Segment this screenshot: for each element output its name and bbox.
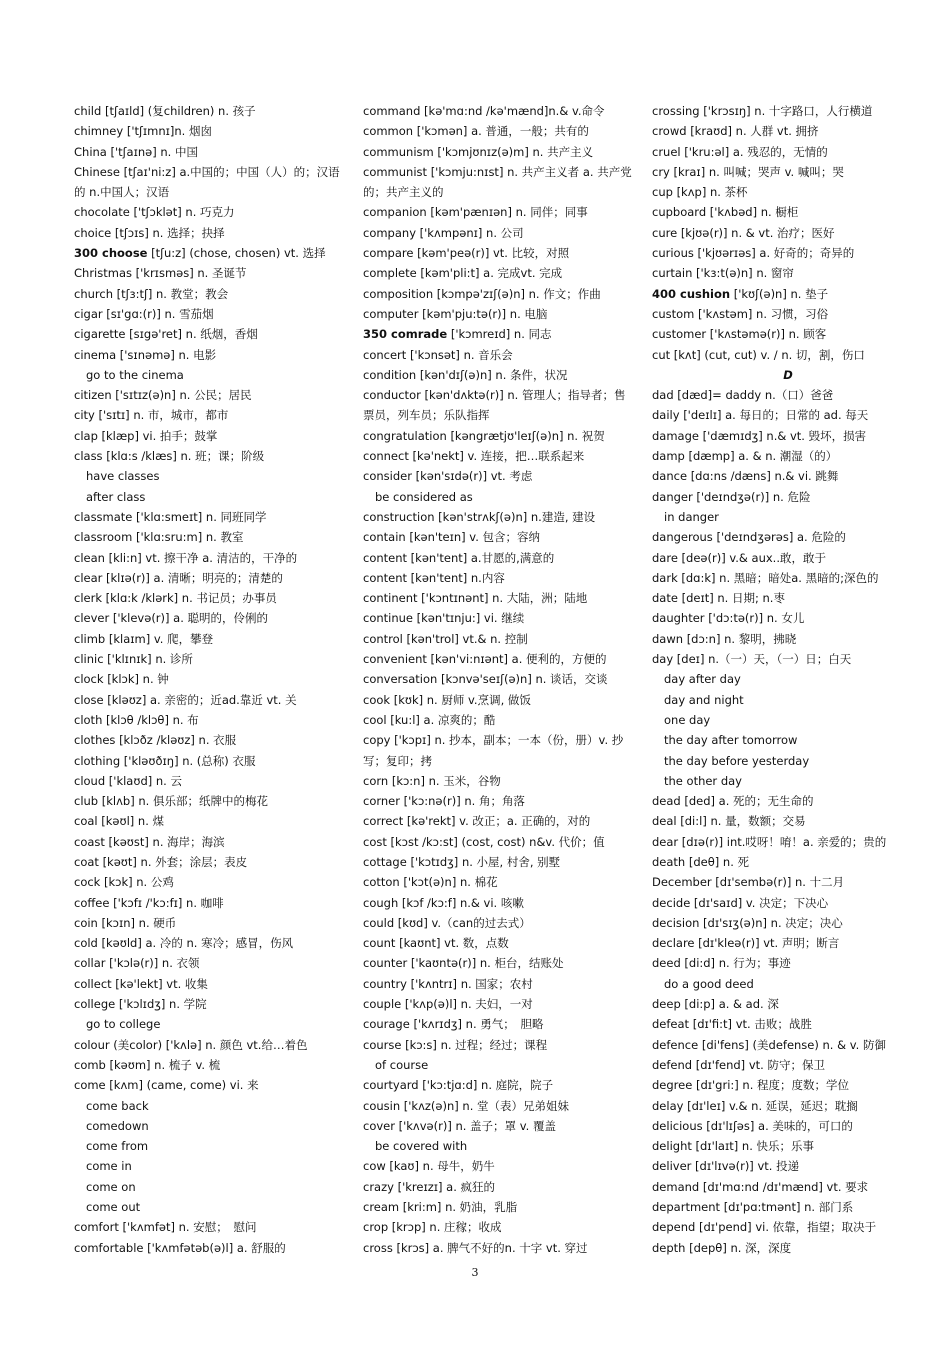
word-entry: daily ['deɪlɪ] a. 每日的；日常的 ad. 每天 (652, 408, 869, 423)
word-entry: crazy ['kreɪzɪ] a. 疯狂的 (363, 1179, 496, 1194)
word-entry: continent ['kɔntɪnənt] n. 大陆，洲；陆地 (363, 591, 588, 606)
word-entry: close [kləʊz] a. 亲密的；近ad.靠近 vt. 关 (74, 692, 297, 707)
word-entry: cloth [klɔθ /klɔθ] n. 布 (74, 712, 199, 727)
word-entry: common ['kɔmən] a. 普通，一般；共有的 (363, 124, 589, 139)
word-entry: count [kaʊnt] vt. 数，点数 (363, 936, 509, 951)
word-entry: dangerous ['deɪndʒərəs] a. 危险的 (652, 530, 846, 545)
word-entry: condition [kən'dɪʃ(ə)n] n. 条件，状况 (363, 367, 568, 382)
word-entry: cotton ['kɔt(ə)n] n. 棉花 (363, 875, 498, 890)
word-entry: coin [kɔɪn] n. 硬币 (74, 915, 177, 930)
word-entry: dark [dɑ:k] n. 黑暗；暗处a. 黑暗的;深色的 (652, 570, 879, 585)
word-entry: courage ['kʌrɪdʒ] n. 勇气； 胆略 (363, 1017, 544, 1032)
phrase-entry: one day (664, 712, 711, 727)
word-entry: cream [kri:m] n. 奶油，乳脂 (363, 1200, 518, 1215)
word-entry: cock [kɔk] n. 公鸡 (74, 875, 174, 890)
word-entry: demand [dɪ'mɑ:nd /dɪ'mænd] vt. 要求 (652, 1179, 869, 1194)
word-entry: collar ['kɔlə(r)] n. 衣领 (74, 956, 200, 971)
word-entry: dead [ded] a. 死的；无生命的 (652, 794, 814, 809)
word-entry: damp [dæmp] a. & n. 潮湿（的） (652, 449, 838, 464)
word-entry: dawn [dɔ:n] n. 黎明，拂晓 (652, 631, 797, 646)
word-entry: corn [kɔ:n] n. 玉米，谷物 (363, 773, 501, 788)
word-entry: declare [dɪ'kleə(r)] vt. 声明；断言 (652, 936, 840, 951)
word-entry: coast [kəʊst] n. 海岸；海滨 (74, 834, 225, 849)
page-number: 3 (471, 1266, 479, 1279)
word-entry: college ['kɔlɪdʒ] n. 学院 (74, 997, 207, 1012)
word-entry: corner ['kɔ:nə(r)] n. 角；角落 (363, 794, 525, 809)
word-entry: coffee ['kɔfɪ /'kɔ:fɪ] n. 咖啡 (74, 895, 224, 910)
word-entry: compare [kəm'peə(r)] vt. 比较，对照 (363, 246, 570, 261)
phrase-entry: day and night (664, 692, 744, 707)
word-entry: chimney ['tʃɪmnɪ]n. 烟囱 (74, 124, 212, 139)
entry-text: ['kʊʃ(ə)n] n. 垫子 (730, 286, 829, 301)
word-entry: climb [klaɪm] v. 爬，攀登 (74, 631, 214, 646)
phrase-entry: the other day (664, 773, 742, 788)
word-entry: curious ['kjʊərɪəs] a. 好奇的；奇异的 (652, 246, 855, 261)
word-entry: defeat [dɪ'fi:t] vt. 击败；战胜 (652, 1017, 812, 1032)
entry-text: [tʃu:z] (chose, chosen) vt. 选择 (147, 246, 326, 261)
word-entry: courtyard ['kɔ:tjɑ:d] n. 庭院，院子 (363, 1078, 554, 1093)
word-entry: clap [klæp] vi. 拍手；鼓掌 (74, 428, 218, 443)
word-entry: correct [kə'rekt] v. 改正；a. 正确的，对的 (363, 814, 591, 829)
word-entry: department [dɪ'pɑ:tmənt] n. 部门系 (652, 1200, 854, 1215)
phrase-entry: the day after tomorrow (664, 733, 798, 748)
word-entry: coal [kəʊl] n. 煤 (74, 814, 165, 829)
word-entry: cottage ['kɔtɪdʒ] n. 小屋, 村舍, 别墅 (363, 854, 561, 869)
word-entry: computer [kəm'pju:tə(r)] n. 电脑 (363, 306, 548, 321)
phrase-entry: in danger (664, 509, 719, 524)
word-entry: defence [di'fens] (美defense) n. & v. 防御 (652, 1037, 886, 1052)
word-entry: death [deθ] n. 死 (652, 854, 750, 869)
phrase-entry: do a good deed (664, 976, 754, 991)
entry-text: ['kɔmreɪd] n. 同志 (447, 327, 552, 342)
word-entry: dare [deə(r)] v.& aux..敢，敢于 (652, 550, 826, 565)
word-entry: comfort ['kʌmfət] n. 安慰； 慰问 (74, 1220, 257, 1235)
word-entry: delicious [dɪ'lɪʃəs] a. 美味的，可口的 (652, 1118, 853, 1133)
word-entry: consider [kən'sɪdə(r)] vt. 考虑 (363, 469, 533, 484)
word-entry: command [kə'mɑ:nd /kə'mænd]n.& v.命令 (363, 104, 605, 118)
word-entry: communist ['kɔmju:nɪst] n. 共产主义者 a. 共产党的；共产主义的 (363, 164, 632, 200)
entry-number-word: 400 cushion (652, 286, 731, 301)
word-entry: choice [tʃɔɪs] n. 选择；抉择 (74, 225, 225, 240)
word-entry: cupboard ['kʌbəd] n. 橱柜 (652, 205, 799, 220)
word-entry: cool [ku:l] a. 凉爽的；酷 (363, 712, 496, 727)
phrase-entry: be considered as (375, 489, 473, 504)
word-entry: delight [dɪ'laɪt] n. 快乐；乐事 (652, 1139, 815, 1154)
word-entry: customer ['kʌstəmə(r)] n. 顾客 (652, 327, 827, 342)
word-entry (652, 284, 924, 304)
word-entry: control [kən'trol] vt.& n. 控制 (363, 631, 528, 646)
word-entry: church [tʃɜ:tʃ] n. 教堂；教会 (74, 286, 229, 301)
word-entry: classmate ['klɑ:smeɪt] n. 同班同学 (74, 509, 267, 524)
word-entry: construction [kən'strʌkʃ(ə)n] n.建造, 建设 (363, 509, 596, 524)
word-entry: dear [dɪə(r)] int.哎呀！唷！a. 亲爱的；贵的 (652, 834, 887, 849)
word-entry: cover ['kʌvə(r)] n. 盖子；罩 v. 覆盖 (363, 1118, 556, 1133)
word-entry: Christmas ['krɪsməs] n. 圣诞节 (74, 266, 247, 281)
word-entry: dance [dɑ:ns /dæns] n.& vi. 跳舞 (652, 469, 839, 484)
word-entry: copy ['kɔpɪ] n. 抄本，副本；一本（份，册）v. 抄写；复印；拷 (363, 733, 624, 768)
phrase-entry: come in (86, 1159, 132, 1174)
phrase-entry: come out (86, 1200, 141, 1215)
word-entry: companion [kəm'pænɪən] n. 同伴；同事 (363, 205, 588, 220)
phrase-entry: have classes (86, 469, 160, 484)
word-entry: chocolate ['tʃɔklət] n. 巧克力 (74, 205, 235, 220)
phrase-entry: come from (86, 1139, 149, 1154)
word-entry: depend [dɪ'pend] vi. 依靠，指望；取决于 (652, 1220, 877, 1235)
word-entry: classroom ['klɑ:sru:m] n. 教室 (74, 530, 244, 545)
phrase-entry: comedown (86, 1118, 149, 1133)
word-entry: comfortable ['kʌmfətəb(ə)l] a. 舒服的 (74, 1240, 286, 1255)
word-entry: come [kʌm] (came, come) vi. 来 (74, 1078, 259, 1093)
word-entry: clock [klɔk] n. 钟 (74, 672, 169, 687)
word-entry: cruel ['kru:əl] a. 残忍的，无情的 (652, 144, 828, 159)
word-entry: communism ['kɔmjʊnɪz(ə)m] n. 共产主义 (363, 144, 594, 159)
word-entry: day [deɪ] n.（一）天，（一）日；白天 (652, 652, 852, 667)
word-entry: coat [kəʊt] n. 外套；涂层；表皮 (74, 854, 248, 869)
word-entry: dad [dæd]= daddy n.（口）爸爸 (652, 388, 834, 403)
word-entry: depth [depθ] n. 深，深度 (652, 1240, 792, 1255)
word-entry: country ['kʌntrɪ] n. 国家；农村 (363, 976, 533, 991)
word-entry: clothes [klɔðz /kləʊz] n. 衣服 (74, 733, 237, 748)
word-entry: cigar [sɪ'gɑ:(r)] n. 雪茄烟 (74, 306, 214, 321)
word-entry: date [deɪt] n. 日期; n.枣 (652, 591, 785, 606)
word-entry: danger ['deɪndʒə(r)] n. 危险 (652, 489, 811, 504)
word-entry: deliver [dɪ'lɪvə(r)] vt. 投递 (652, 1159, 800, 1174)
entry-number-word: 350 comrade (363, 327, 448, 342)
word-entry: cry [kraɪ] n. 叫喊；哭声 v. 喊叫；哭 (652, 164, 844, 179)
word-entry: clerk [klɑ:k /klərk] n. 书记员；办事员 (74, 591, 277, 606)
word-entry: deed [di:d] n. 行为；事迹 (652, 956, 791, 971)
word-entry: content [kən'tent] n.内容 (363, 570, 505, 585)
word-entry: daughter ['dɔ:tə(r)] n. 女儿 (652, 611, 805, 626)
word-entry: course [kɔ:s] n. 过程；经过；课程 (363, 1037, 548, 1052)
phrase-entry: come back (86, 1098, 149, 1113)
word-entry: collect [kə'lekt] vt. 收集 (74, 976, 208, 991)
phrase-entry: the day before yesterday (664, 753, 810, 768)
word-entry: convenient [kən'vi:nɪənt] a. 便利的，方便的 (363, 652, 607, 667)
word-entry: cost [kɔst /kɔ:st] (cost, cost) n&v. 代价；值 (363, 834, 605, 849)
word-entry: cousin ['kʌz(ə)n] n. 堂（表）兄弟姐妹 (363, 1098, 570, 1113)
word-entry: cup [kʌp] n. 茶杯 (652, 185, 748, 200)
word-entry: citizen ['sɪtɪz(ə)n] n. 公民；居民 (74, 388, 252, 403)
section-letter: D (783, 367, 793, 382)
word-entry: deal [di:l] n. 量，数额；交易 (652, 814, 806, 829)
word-entry: cook [kʊk] n. 厨师 v.烹调, 做饭 (363, 692, 531, 707)
word-entry: crowd [kraʊd] n. 人群 vt. 拥挤 (652, 124, 819, 139)
word-entry: curtain ['kɜ:t(ə)n] n. 窗帘 (652, 266, 794, 281)
word-entry: class [klɑ:s /klæs] n. 班；课；阶级 (74, 449, 265, 464)
word-entry: decision [dɪ'sɪʒ(ə)n] n. 决定；决心 (652, 915, 843, 930)
word-entry: clean [kli:n] vt. 擦干净 a. 清洁的，干净的 (74, 550, 298, 565)
word-entry: composition [kɔmpə'zɪʃ(ə)n] n. 作文；作曲 (363, 286, 601, 301)
word-entry: clinic ['klɪnɪk] n. 诊所 (74, 652, 193, 667)
word-entry: cure [kjʊə(r)] n. & vt. 治疗；医好 (652, 225, 835, 240)
word-entry: club [klʌb] n. 俱乐部；纸牌中的梅花 (74, 794, 268, 809)
word-entry: clever ['klevə(r)] a. 聪明的，伶俐的 (74, 611, 269, 626)
phrase-entry: be covered with (375, 1139, 468, 1154)
word-entry: damage ['dæmɪdʒ] n.& vt. 毁坏，损害 (652, 428, 867, 443)
word-entry: congratulation [kəngrætjʊ'leɪʃ(ə)n] n. 祝贺 (363, 428, 605, 443)
word-entry: child [tʃaɪld] (复children) n. 孩子 (74, 104, 256, 118)
column-3 (652, 101, 924, 1258)
word-entry: company ['kʌmpənɪ] n. 公司 (363, 225, 524, 240)
word-entry: crop [krɔp] n. 庄稼；收成 (363, 1220, 502, 1235)
word-entry: conversation [kɔnvə'seɪʃ(ə)n] n. 谈话，交谈 (363, 672, 608, 687)
phrase-entry: come on (86, 1179, 136, 1194)
word-entry: custom ['kʌstəm] n. 习惯，习俗 (652, 306, 829, 321)
word-entry: cut [kʌt] (cut, cut) v. / n. 切，割，伤口 (652, 347, 865, 362)
word-entry: December [dɪ'sembə(r)] n. 十二月 (652, 875, 845, 890)
word-entry: cinema ['sɪnəmə] n. 电影 (74, 347, 217, 362)
phrase-entry: after class (86, 489, 146, 504)
word-entry: conductor [kən'dʌktə(r)] n. 管理人；指导者；售票员，列车员；乐队指挥 (363, 388, 626, 423)
word-entry: continue [kən'tɪnju:] vi. 继续 (363, 611, 525, 626)
word-entry: cough [kɔf /kɔ:f] n.& vi. 咳嗽 (363, 895, 524, 910)
word-entry: decide [dɪ'saɪd] v. 决定；下决心 (652, 895, 829, 910)
phrase-entry: day after day (664, 672, 741, 687)
word-entry: cross [krɔs] a. 脾气不好的n. 十字 vt. 穿过 (363, 1240, 588, 1255)
word-entry: could [kʊd] v.（can的过去式） (363, 915, 531, 930)
word-entry (74, 243, 344, 263)
entry-number-word: 300 choose (74, 246, 148, 261)
word-entry: Chinese [tʃaɪ'ni:z] a.中国的；中国（人）的；汉语的 n.中国人；汉语 (74, 164, 340, 200)
word-entry: complete [kəm'pli:t] a. 完成vt. 完成 (363, 266, 563, 281)
word-entry: cow [kaʊ] n. 母牛，奶牛 (363, 1159, 495, 1174)
word-entry: comb [kəʊm] n. 梳子 v. 梳 (74, 1057, 221, 1072)
word-entry: colour (美color) ['kʌlə] n. 颜色 vt.给…着色 (74, 1037, 308, 1052)
word-entry: clear [klɪə(r)] a. 清晰；明亮的；清楚的 (74, 570, 283, 585)
word-entry: contain [kən'teɪn] v. 包含；容纳 (363, 530, 541, 545)
word-entry: degree [dɪ'gri:] n. 程度；度数；学位 (652, 1078, 850, 1093)
word-entry: deep [di:p] a. & ad. 深 (652, 997, 779, 1012)
column-1 (74, 101, 344, 1258)
word-entry: delay [dɪ'leɪ] v.& n. 延误，延迟；耽搁 (652, 1098, 858, 1113)
word-entry: cigarette [sɪgə'ret] n. 纸烟，香烟 (74, 327, 258, 342)
word-entry: crossing ['krɔsɪŋ] n. 十字路口，人行横道 (652, 104, 873, 118)
word-entry: city ['sɪtɪ] n. 市，城市，都市 (74, 408, 229, 423)
word-entry (363, 324, 633, 344)
word-entry: couple ['kʌp(ə)l] n. 夫妇，一对 (363, 997, 533, 1012)
word-entry: concert ['kɔnsət] n. 音乐会 (363, 347, 513, 362)
word-entry: counter ['kaʊntə(r)] n. 柜台，结账处 (363, 956, 564, 971)
word-entry: China ['tʃaɪnə] n. 中国 (74, 144, 198, 159)
word-entry: cloud ['klaʊd] n. 云 (74, 773, 182, 788)
phrase-entry: go to the cinema (86, 367, 184, 382)
phrase-entry: of course (375, 1057, 429, 1072)
word-entry: defend [dɪ'fend] vt. 防守；保卫 (652, 1057, 825, 1072)
word-entry: clothing ['kləʊðɪŋ] n. (总称) 衣服 (74, 753, 256, 768)
word-entry: connect [kə'nekt] v. 连接，把…联系起来 (363, 449, 585, 464)
phrase-entry: go to college (86, 1017, 161, 1032)
column-2 (363, 101, 633, 1258)
word-entry: cold [kəʊld] a. 冷的 n. 寒冷；感冒，伤风 (74, 936, 294, 951)
word-entry: content [kən'tent] a.甘愿的,满意的 (363, 550, 555, 565)
